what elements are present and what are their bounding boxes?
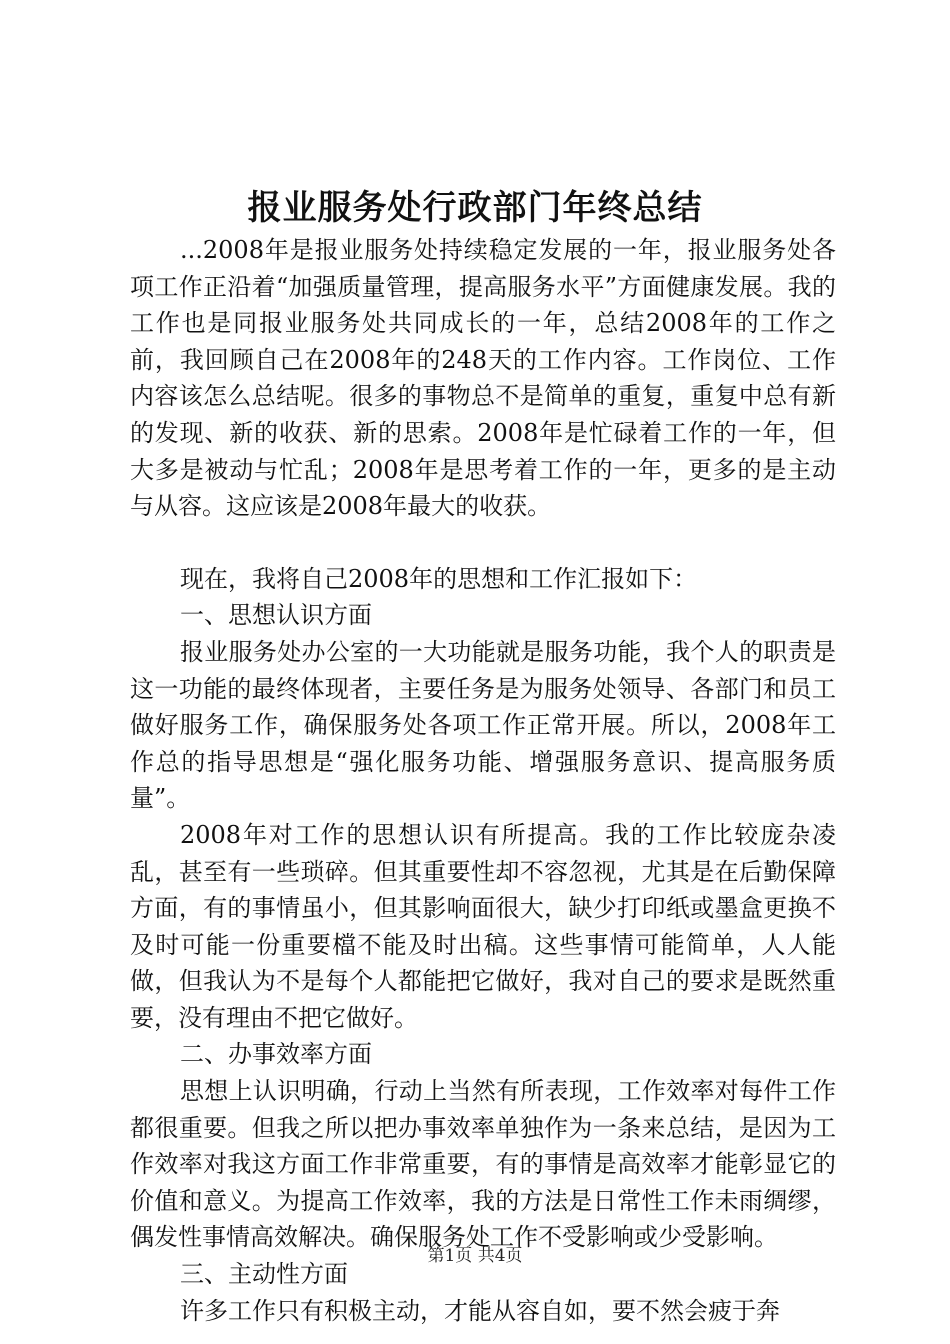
page-indicator: 第1页 共4页 — [427, 1246, 523, 1266]
paragraph-thought-2: 2008年对工作的思想认识有所提高。我的工作比较庞杂凌乱，甚至有一些琐碎。但其重要性却不容忽视，尤其是在后勤保障方面，有的事情虽小，但其影响面很大，缺少打印纸或墨盒更换不及时可能一份重要檔不能及时出稿。这些事情可能简单，人人能做，但我认为不是每个人都能把它做好，我对自己的要求是既然重要，没有理由不把它做好。 — [130, 820, 836, 1032]
paragraph-thought-1: 报业服务处办公室的一大功能就是服务功能，我个人的职责是这一功能的最终体现者，主要任务是为服务处领导、各部门和员工做好服务工作，确保服务处各项工作正常开展。所以，2008年工作总的指导思想是“强化服务功能、增强服务意识、提高服务质量”。 — [130, 637, 836, 813]
section-heading-initiative: 三、主动性方面 — [180, 1260, 348, 1289]
paragraph-intro: ...2008年是报业服务处持续稳定发展的一年，报业服务处各项工作正沿着“加强质量管理，提高服务水平”方面健康发展。我的工作也是同报业服务处共同成长的一年，总结2008年的工作之前，我回顾自己在2008年的248天的工作内容。工作岗位、工作内容该怎么总结呢。很多的事物总不是简单的重复，重复中总有新的发现、新的收获、新的思索。2008年是忙碌着工作的一年，但大多是被动与忙乱；2008年是思考着工作的一年，更多的是主动与从容。这应该是2008年最大的收获。 — [130, 236, 836, 521]
document-body — [130, 232, 836, 1329]
paragraph-report-intro: 现在，我将自己2008年的思想和工作汇报如下： — [180, 564, 698, 593]
section-heading-thought: 一、思想认识方面 — [180, 601, 372, 630]
paragraph-efficiency: 思想上认识明确，行动上当然有所表现，工作效率对每件工作都很重要。但我之所以把办事效率单独作为一条来总结，是因为工作效率对我这方面工作非常重要，有的事情是高效率才能彰显它的价值和意义。为提高工作效率，我的方法是日常性工作未雨绸缪，偶发性事情高效解决。确保服务处工作不受影响或少受影响。 — [130, 1077, 836, 1252]
document-title: 报业服务处行政部门年终总结 — [247, 188, 703, 228]
section-heading-efficiency: 二、办事效率方面 — [180, 1040, 372, 1069]
paragraph-initiative: 许多工作只有积极主动，才能从容自如，要不然会疲于奔 — [180, 1296, 780, 1325]
